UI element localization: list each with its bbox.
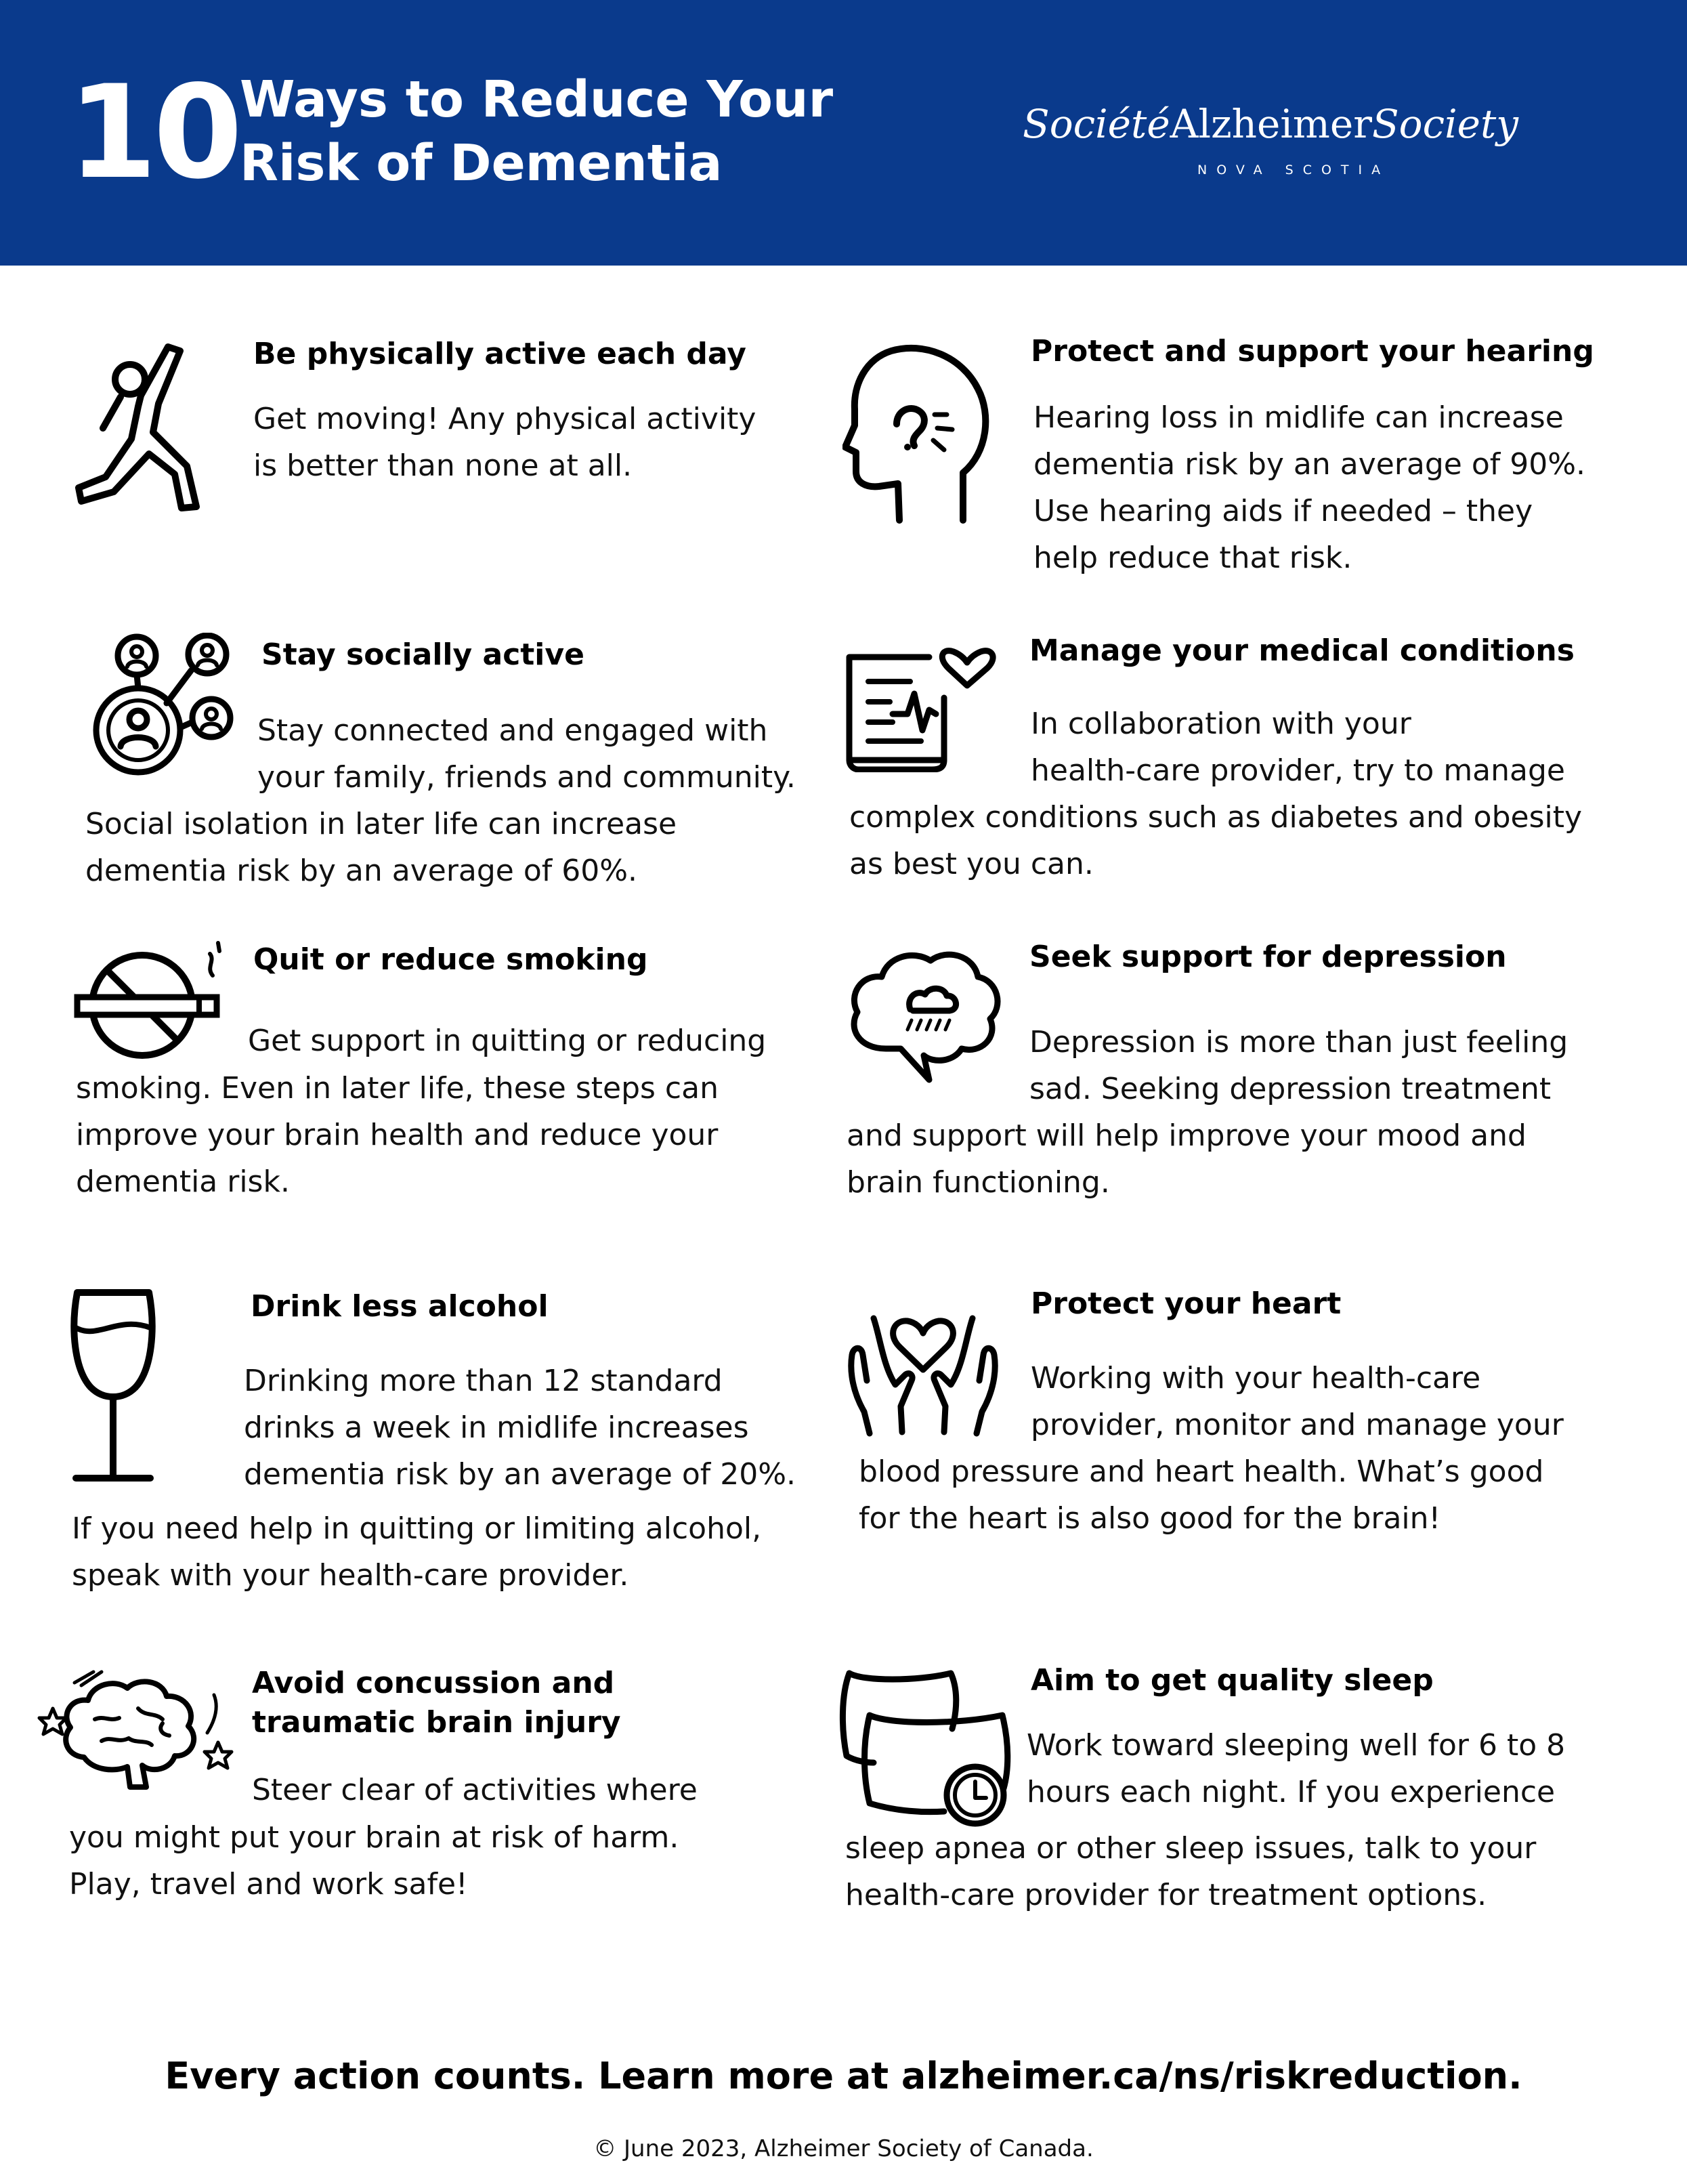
item-8-line-2: provider, monitor and manage your (1031, 1408, 1564, 1442)
item-9-heading-line-2: traumatic brain injury (252, 1705, 621, 1740)
head-hearing-icon (842, 333, 991, 524)
item-8-line-1: Working with your health-care (1031, 1361, 1481, 1395)
item-10-body-indented (1027, 1722, 1565, 1815)
item-4-heading-line: Manage your medical conditions (1029, 633, 1575, 668)
logo-society: Society (1371, 101, 1519, 147)
item-4-body-indented (1031, 700, 1565, 794)
item-6-line-4: brain functioning. (847, 1165, 1110, 1200)
item-2-line-3: Use hearing aids if needed – they (1033, 494, 1533, 528)
item-7-body-full (72, 1505, 761, 1599)
item-5-heading (253, 940, 647, 980)
item-7-body-indented (244, 1358, 796, 1498)
item-9-body-full (69, 1814, 679, 1908)
item-8-line-4: for the heart is also good for the brain! (859, 1501, 1441, 1536)
item-6-body-indented (1029, 1019, 1568, 1112)
item-10-heading-line: Aim to get quality sleep (1031, 1663, 1434, 1698)
alzheimer-society-logo (1023, 100, 1551, 177)
logo-region: NOVA SCOTIA (1197, 163, 1390, 177)
social-network-icon (79, 633, 238, 779)
item-9-line-2: you might put your brain at risk of harm. (69, 1820, 679, 1855)
item-8-line-3: blood pressure and heart health. What’s good (859, 1454, 1544, 1489)
item-8-body-full (859, 1448, 1543, 1542)
item-5-line-1: Get support in quitting or reducing (248, 1024, 767, 1058)
item-1-body (253, 396, 756, 489)
item-7-line-2: drinks a week in midlife increases (244, 1410, 749, 1445)
logo-alzheimer: Alzheimer (1170, 101, 1372, 147)
item-1-heading (253, 335, 746, 374)
item-9-heading-line-1: Avoid concussion and (252, 1666, 615, 1700)
item-8-heading (1031, 1284, 1341, 1324)
item-10-line-1: Work toward sleeping well for 6 to 8 (1027, 1728, 1566, 1763)
item-4-line-1: In collaboration with your (1031, 707, 1411, 741)
item-5-heading-line: Quit or reduce smoking (253, 942, 648, 977)
item-1-line-1: Get moving! Any physical activity (253, 402, 756, 436)
item-3-line-1: Stay connected and engaged with (257, 713, 768, 748)
item-6-line-3: and support will help improve your mood and (847, 1118, 1526, 1153)
item-5-line-2: smoking. Even in later life, these steps can (76, 1071, 719, 1106)
item-2-line-4: help reduce that risk. (1033, 541, 1352, 575)
item-4-line-3: complex conditions such as diabetes and obesity (849, 800, 1583, 835)
pillow-clock-icon (836, 1668, 1016, 1829)
medical-chart-heart-icon (845, 637, 1004, 772)
item-6-heading-line: Seek support for depression (1029, 940, 1507, 974)
footer-call-to-action: Every action counts. Learn more at alzheimer.ca/ns/riskreduction. (165, 2055, 1522, 2097)
item-7-line-4: If you need help in quitting or limiting alcohol, (72, 1511, 762, 1546)
title-line-2: Risk of Dementia (240, 134, 723, 192)
item-3-body-full (85, 801, 677, 894)
item-5-body-indented (248, 1017, 766, 1064)
item-9-line-1: Steer clear of activities where (252, 1773, 698, 1807)
item-8-heading-line: Protect your heart (1031, 1286, 1342, 1321)
item-5-line-4: dementia risk. (76, 1164, 290, 1199)
item-1-heading-line: Be physically active each day (253, 337, 746, 371)
header-number: 10 (68, 58, 239, 207)
item-5-line-3: improve your brain health and reduce your (76, 1118, 719, 1152)
item-2-line-2: dementia risk by an average of 90%. (1033, 447, 1586, 482)
item-4-line-4: as best you can. (849, 847, 1094, 881)
item-7-line-3: dementia risk by an average of 20%. (244, 1457, 796, 1492)
page-title (240, 68, 849, 195)
no-smoking-icon (73, 940, 228, 1061)
item-3-heading-line: Stay socially active (261, 637, 584, 672)
item-7-heading (251, 1287, 549, 1326)
item-6-line-2: sad. Seeking depression treatment (1029, 1072, 1552, 1106)
item-10-body-full (845, 1825, 1536, 1918)
item-1-line-2: is better than none at all. (253, 448, 633, 483)
header-banner (0, 0, 1687, 266)
title-line-1: Ways to Reduce Your (240, 70, 834, 129)
item-6-line-1: Depression is more than just feeling (1029, 1025, 1568, 1059)
copyright-notice: © June 2023, Alzheimer Society of Canada. (593, 2135, 1094, 2162)
item-7-heading-line: Drink less alcohol (251, 1289, 549, 1324)
exercise-person-icon (73, 331, 215, 513)
item-2-heading (1031, 332, 1594, 371)
thought-cloud-rain-icon (845, 947, 1004, 1087)
item-2-line-1: Hearing loss in midlife can increase (1033, 400, 1564, 435)
item-10-heading (1031, 1661, 1434, 1700)
item-8-body-indented (1031, 1355, 1564, 1448)
item-4-heading (1029, 631, 1575, 671)
brain-injury-icon (37, 1668, 240, 1790)
item-7-line-5: speak with your health-care provider. (72, 1558, 629, 1593)
item-10-line-3: sleep apnea or other sleep issues, talk to your (845, 1831, 1537, 1866)
item-3-line-4: dementia risk by an average of 60%. (85, 854, 638, 888)
item-4-body-full (849, 794, 1582, 887)
item-4-line-2: health-care provider, try to manage (1031, 753, 1565, 788)
item-3-heading (261, 635, 584, 675)
item-7-line-1: Drinking more than 12 standard (244, 1364, 723, 1398)
item-3-line-3: Social isolation in later life can increase (85, 807, 677, 841)
item-6-body-full (847, 1112, 1526, 1206)
item-2-heading-line: Protect and support your hearing (1031, 334, 1594, 369)
item-3-body-indented (257, 707, 796, 801)
item-2-body (1033, 394, 1585, 581)
item-9-line-3: Play, travel and work safe! (69, 1867, 468, 1902)
item-10-line-2: hours each night. If you experience (1027, 1775, 1556, 1809)
logo-wordmark (1023, 100, 1551, 148)
logo-societe: Société (1023, 101, 1170, 147)
item-3-line-2: your family, friends and community. (257, 760, 796, 795)
item-9-heading (252, 1664, 621, 1742)
item-10-line-4: health-care provider for treatment options. (845, 1878, 1487, 1912)
item-5-body-full (76, 1065, 719, 1205)
item-6-heading (1029, 938, 1507, 977)
hands-heart-icon (847, 1305, 1000, 1437)
wine-glass-icon (70, 1288, 156, 1485)
item-9-body-indented (252, 1767, 698, 1813)
